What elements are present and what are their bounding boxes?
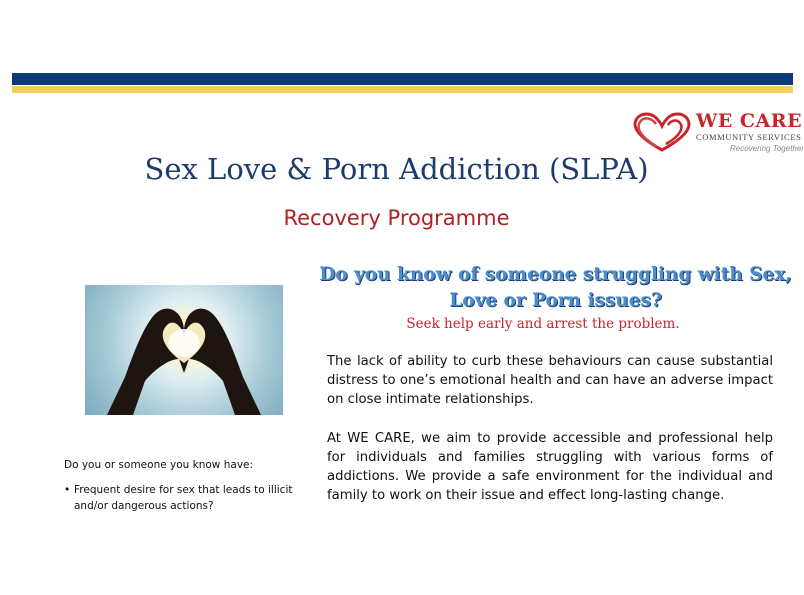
header-band-yellow xyxy=(12,86,793,93)
heart-logo-icon xyxy=(630,110,694,154)
we-care-logo xyxy=(630,108,804,158)
body-paragraph-2: At WE CARE, we aim to provide accessible and professional help for individuals and families struggling with various forms of addictions. We provide a safe environment for the individual and family to work on their issue and effect long-lasting change. xyxy=(327,431,773,503)
list-item xyxy=(64,482,294,514)
bullet-icon: • xyxy=(64,484,71,496)
logo-name: WE CARE xyxy=(696,110,803,132)
logo-tagline: Recovering Together xyxy=(730,144,804,153)
headline-question-line2: Love or Porn issues? xyxy=(449,290,662,311)
heart-hands-image xyxy=(85,285,283,415)
seek-help-text: Seek help early and arrest the problem. xyxy=(406,316,680,332)
symptom-list xyxy=(64,482,294,514)
body-paragraph-1: The lack of ability to curb these behaviours can cause substantial distress to one’s emotional health and can have an adverse impact on close intimate relationships. xyxy=(327,354,773,407)
header-band-blue xyxy=(12,73,793,85)
page-subtitle: Recovery Programme xyxy=(283,206,510,230)
logo-subtitle: COMMUNITY SERVICES xyxy=(696,132,802,142)
list-item-text: Frequent desire for sex that leads to illicit and/or dangerous actions? xyxy=(74,484,293,512)
page-title: Sex Love & Porn Addiction (SLPA) xyxy=(144,152,649,186)
headline-question-line1: Do you know of someone struggling with Sex, xyxy=(319,264,792,285)
headline-question xyxy=(318,262,793,314)
sidebar-prompt: Do you or someone you know have: xyxy=(64,459,254,471)
